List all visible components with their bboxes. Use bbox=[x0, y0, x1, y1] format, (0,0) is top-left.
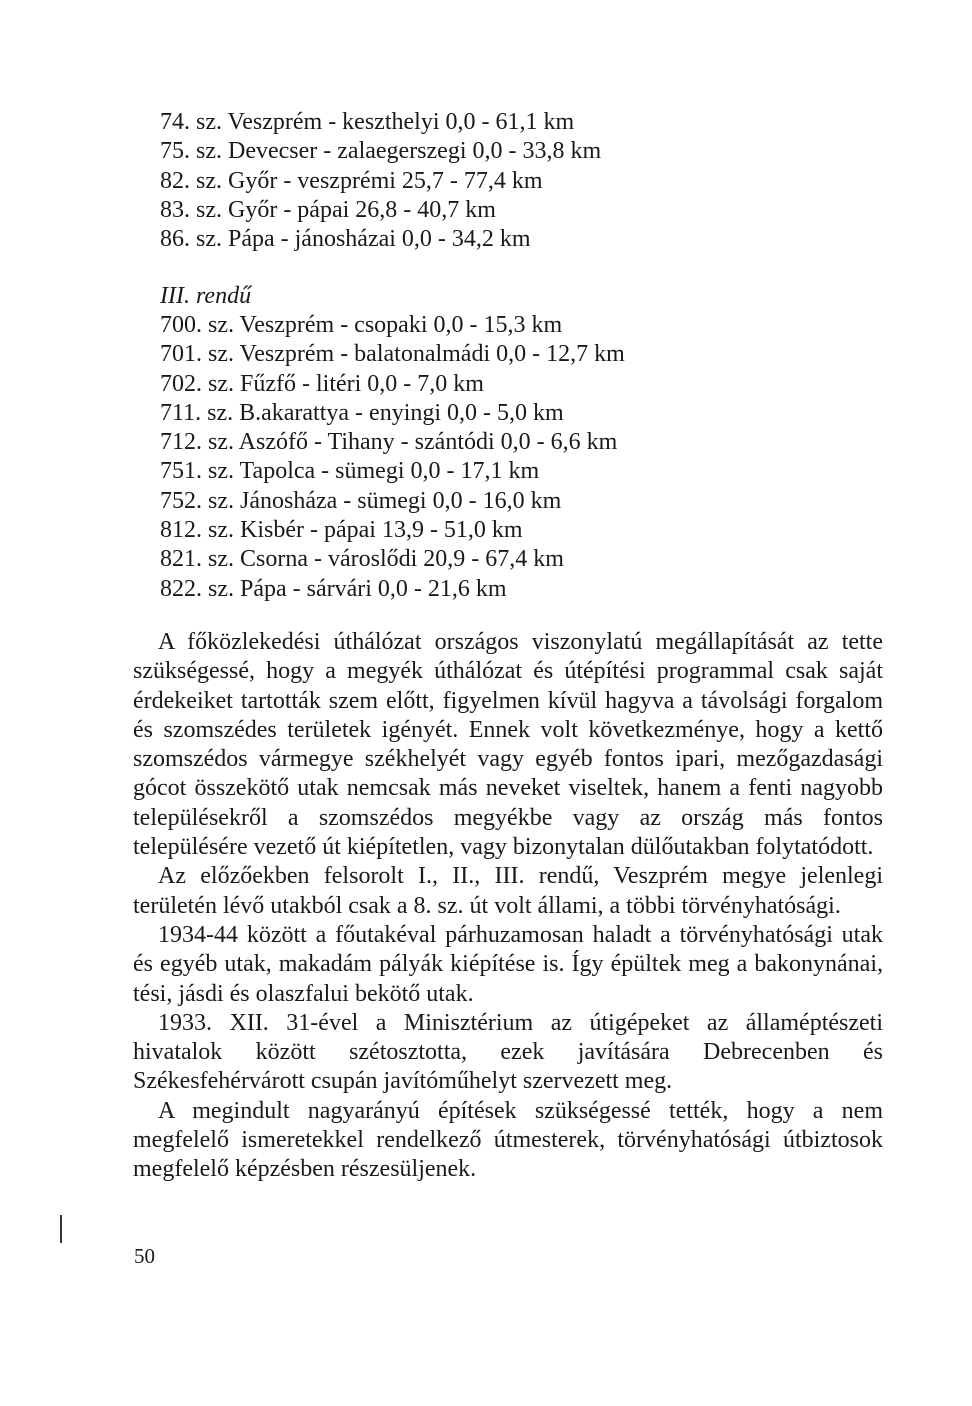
paragraph: A főközlekedési úthálózat országos viszonylatú megállapítását az tette szükségessé, hogy a megyék úthálózat és útépítési programmal csak saját érdekeiket tartották szem előtt, figyelmen kívül hagyva a távolsági forgalom és szomszédes területek igényét. Ennek volt következménye, hogy a kettő szomszédos vármegye székhelyét vagy egyéb fontos ipari, mezőgazdasági gócot összekötő utak nemcsak más neveket viseltek, hanem a fenti nagyobb településekről a szomszédos megyékbe vagy az ország más fontos településére vezető út kiépítetlen, vagy bizonytalan dülőutakban folytatódott. bbox=[133, 629, 883, 861]
road-list-item: 75. sz. Devecser - zalaegerszegi 0,0 - 33,8 km bbox=[160, 138, 602, 165]
road-list-item: 702. sz. Fűzfő - litéri 0,0 - 7,0 km bbox=[160, 370, 484, 397]
road-list-item: 711. sz. B.akarattya - enyingi 0,0 - 5,0 km bbox=[160, 399, 564, 426]
road-list-item: 712. sz. Aszófő - Tihany - szántódi 0,0 - 6,6 km bbox=[160, 429, 618, 456]
road-list-item: 83. sz. Győr - pápai 26,8 - 40,7 km bbox=[160, 196, 496, 223]
road-list-item: 822. sz. Pápa - sárvári 0,0 - 21,6 km bbox=[160, 575, 507, 602]
page-number: 50 bbox=[134, 1244, 155, 1268]
road-list-item: 751. sz. Tapolca - sümegi 0,0 - 17,1 km bbox=[160, 458, 540, 485]
road-list-item: 821. sz. Csorna - városlődi 20,9 - 67,4 km bbox=[160, 546, 564, 573]
road-list-item: 700. sz. Veszprém - csopaki 0,0 - 15,3 km bbox=[160, 312, 563, 338]
margin-mark bbox=[60, 1215, 62, 1243]
road-list-item: 82. sz. Győr - veszprémi 25,7 - 77,4 km bbox=[160, 167, 543, 194]
road-list-item: 752. sz. Jánosháza - sümegi 0,0 - 16,0 km bbox=[160, 487, 562, 514]
paragraph: Az előzőekben felsorolt I., II., III. rendű, Veszprém megye jelenlegi területén lévő utakból csak a 8. sz. út volt állami, a többi törvényhatósági. bbox=[133, 863, 883, 919]
paragraph: 1934-44 között a főutakéval párhuzamosan haladt a törvényhatósági utak és egyéb utak, makadám pályák kiépítése is. Így épültek meg a bakonynánai, tési, jásdi és olaszfalui bekötő utak. bbox=[133, 921, 883, 1007]
road-list-item: 701. sz. Veszprém - balatonalmádi 0,0 - 12,7 km bbox=[160, 341, 625, 368]
road-list-third-order bbox=[160, 311, 860, 604]
road-list-item: 86. sz. Pápa - jánosházai 0,0 - 34,2 km bbox=[160, 226, 531, 253]
paragraph: 1933. XII. 31-ével a Minisztérium az útigépeket az államéptészeti hivatalok között szétosztotta, ezek javítására Debrecenben és Székesfehérvárott csupán javítóműhelyt szervezett meg. bbox=[133, 1009, 883, 1095]
body-text bbox=[133, 628, 883, 1185]
road-list-item: 812. sz. Kisbér - pápai 13,9 - 51,0 km bbox=[160, 517, 523, 544]
section-heading: III. rendű bbox=[160, 283, 252, 309]
paragraph: A megindult nagyarányú építések szükségessé tették, hogy a nem megfelelő ismeretekkel rendelkező útmesterek, törvényhatósági útbiztosok megfelelő képzésben részesüljenek. bbox=[133, 1097, 883, 1183]
road-list-item: 74. sz. Veszprém - keszthelyi 0,0 - 61,1 km bbox=[160, 109, 575, 135]
road-list-first-order bbox=[160, 108, 860, 254]
